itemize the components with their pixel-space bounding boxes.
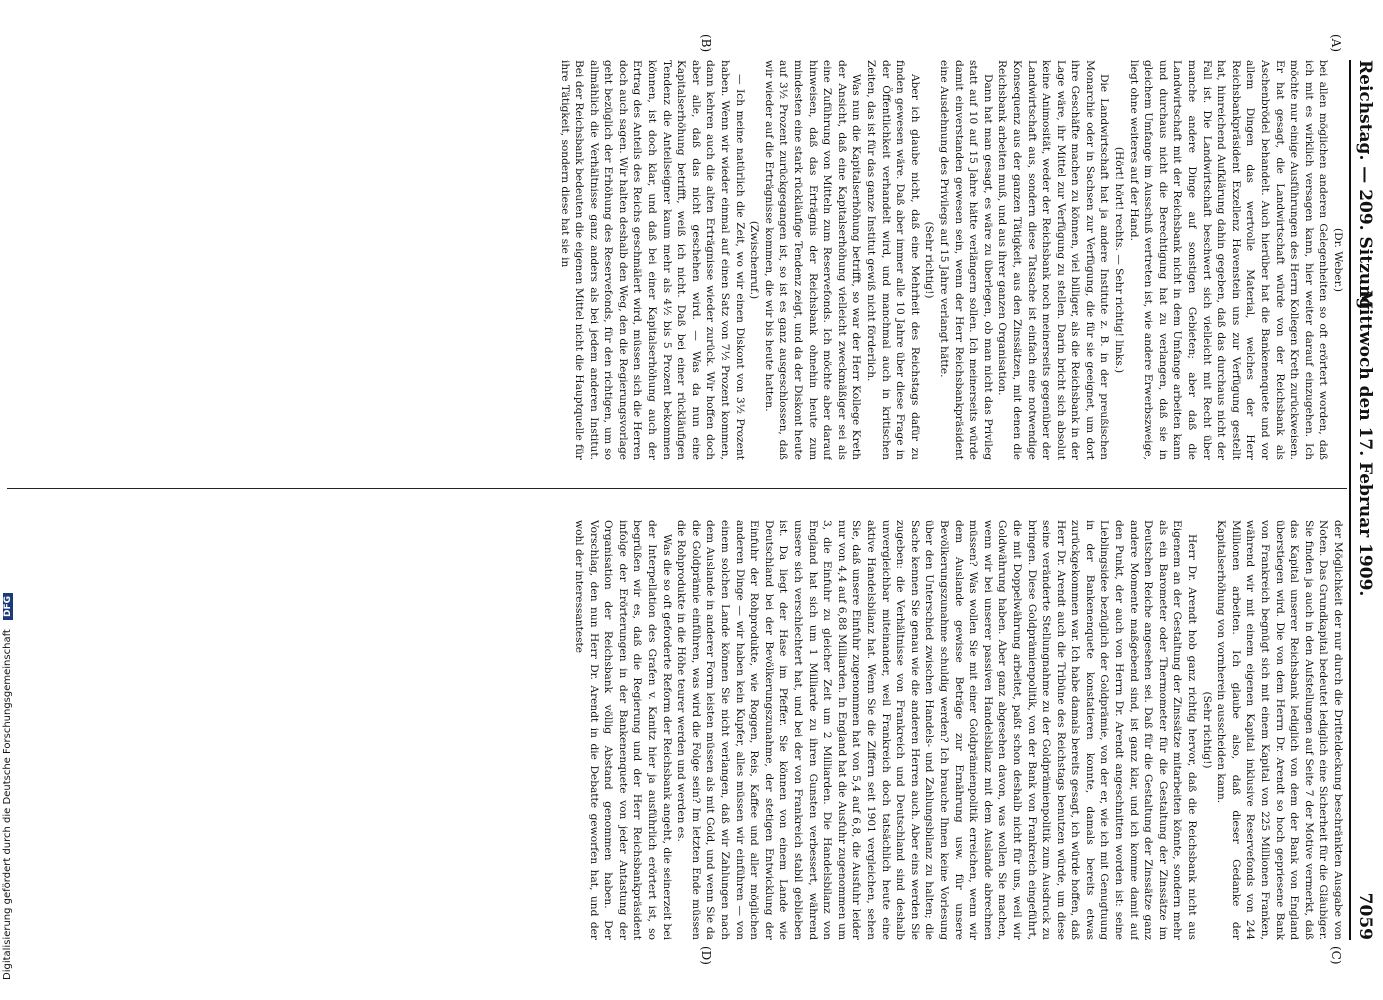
header-center: Mittwoch den 17. Februar 1909. (1355, 290, 1375, 597)
paragraph: Was nun die Kapitalserhöhung betrifft, so war der Herr Kollege Kreth der Ansicht, daß eine Kapitalserhöhung vielleicht zweckmäßiger sei als eine Zuführung von Mitteln zum Reservefonds. Ich möchte aber darauf hinweisen, daß das Erträgnis der Reichsbank ohnehin heute zum mindesten eine stark rückläufige Tendenz zeigt, und da der Diskont heute auf 3½ Prozent zurückgegangen ist, so ist es ganz ausgeschlossen, daß wir wieder auf die Erträgnisse kommen, die wir bis heute hatten. (762, 60, 863, 460)
interjection: (Sehr richtig!) (1200, 691, 1213, 769)
paragraph: Die Landwirtschaft hat ja andere Institute z. B. in der preußischen Monarchie oder in Sachsen zur Verfügung, die für sie geeignet, um dort ihre Geschäfte machen zu können, viel billiger, als die Reichsbank in der Lage wäre, ihr Mittel zur Verfügung zu stellen. Darin bricht sich absolut keine Animosität, weder der Reichsbank noch meinerseits gegenüber der Landwirtschaft aus, sondern diese Tatsache ist einfach eine notwendige Konsequenz aus der ganzen Tätigkeit, aus den Zinssätzen, mit denen die Reichsbank arbeiten muß, und aus ihrer ganzen Organisation. (996, 60, 1111, 460)
speaker-tag: (Dr. Weber.) (1332, 227, 1344, 292)
paragraph: Dann hat man gesagt, es wäre zu überlegen, ob man nicht das Privileg statt auf 10 auf 15 Jahre hätte verlängern sollen. Ich meinerseits würde damit einverstanden gewesen sein, wenn der Herr Reichsbankpräsident eine Ausdehnung des Privilegs auf 15 Jahre verlangt hätte. (937, 60, 994, 460)
interjection: (Zwischenruf.) (748, 220, 761, 300)
footer-text: Digitalisierung gefördert durch die Deutsche Forschungsgemeinschaft (2, 629, 13, 980)
paragraph: Herr Dr. Arendt hob ganz richtig hervor, daß die Reichsbank nicht aus Eigenem an der Gestaltung der Zinssätze mitarbeiten könnte, sondern mehr als ein Barometer oder Thermometer für die Gestaltung der Zinssätze im Deutschen Reiche angesehen sei. Daß für die Gestaltung der Zinssätze ganz andere Momente maßgebend sind, ist ganz klar, und ich komme damit auf den Punkt, der auch von Herrn Dr. Arendt angeschnitten worden ist: seine Lieblingsidee bezüglich der Goldprämie, von der er, wie ich mit Genugtuung in der Bankenenquete konstatieren konnte, damals bereits etwas zurückgekommen war. Ich habe damals bereits gesagt, ich würde hoffen, daß Herr Dr. Arendt auch die Tribüne des Reichstags benutzen würde, um diese seine veränderte Stellungnahme zu der Goldprämienpolitik zum Ausdruck zu bringen. Diese Goldprämienpolitik, von der Bank von Frankreich eingeführt, die mit Doppelwährung arbeitet, paßt schon deshalb nicht für uns, weil wir Goldwährung haben. Aber ganz abgesehen davon, was wollen Sie machen, wenn wir bei unserer passiven Handelsbilanz mit dem Auslande abrechnen müssen? Was wollen Sie mit einer Goldprämienpolitik erreichen, wenn wir dem Auslande gewisse Beträge zur Ernährung usw. für unsere Bevölkerungszunahme schuldig werden? Ich brauche Ihnen keine Vorlesung über den Unterschied zwischen Handels- und Zahlungsbilanz zu halten; die Sache kennen Sie genau wie die anderen Herren auch. Aber eins werden Sie zugeben: die Verhältnisse von Frankreich und Deutschland sind deshalb unvergleichbar miteinander, weil Frankreich doch tatsächlich heute eine aktive Handelsbilanz hat. Wenn Sie die Ziffern seit 1901 vergleichen, sehen Sie, daß unsere Einfuhr zugenommen hat von 5,4 auf 6,8, die Ausfuhr leider nur von 4,4 auf 6,88 Milliarden. In England hat die Ausfuhr zugenommen um 3, die Einfuhr zu gleicher Zeit um 2 Milliarden. Die Handelsbilanz von England hat sich um 1 Milliarde zu ihren Gunsten verbessert, während unsere sich verschlechtert hat, und bei der von Frankreich stabil geblieben ist. Da liegt der Hase im Pfeffer. Sie können von einem Lande wie Deutschland bei der Bevölkerungszunahme, der stetigen Entwicklung der Einfuhr der Rohprodukte, wie Roggen, Reis, Kaffee und aller möglichen anderen Dinge — wir haben kein Kupfer, alles müssen wir einführen — von einem solchen Lande können Sie nicht verlangen, daß wir Zahlungen nach dem Auslande in anderer Form leisten müssen als mit Gold, und wenn Sie da die Goldprämie einführen, was wird die Folge sein? Im letzten Ende müssen die Rohprodukte in die Höhe teurer werden und werden es. (675, 520, 1199, 940)
paragraph: — Ich meine natürlich die Zeit, wo wir einen Diskont von 3½ Prozent haben. Wenn wir wieder einmal auf einen Satz von 7½ Prozent kommen, dann kehren auch die alten Erträgnisse wieder zurück. Wir hoffen doch aber alle, daß das nicht geschehen wird. — Was da nun eine Kapitalserhöhung betrifft, weiß ich nicht. Daß bei einer rückläufigen Tendenz die Anteilseigner kaum mehr als 4½ bis 5 Prozent bekommen können, ist doch klar, und daß bei einer Kapitalserhöhung auch der Ertrag des Anteils des Reichs geschmälert wird, müssen sich die Herren doch auch sagen. Wir halten deshalb den Weg, den die Regierungsvorlage geht bezüglich der Erhöhung des Reservefonds, für den richtigen, um so allmählich die Verhältnisse ganz anders als bei jedem anderen Institut. Bei der Reichsbank bedeuten die eigenen Mittel nicht die Hauptquelle für ihre Tätigkeit, sondern diese hat sie in (558, 60, 746, 460)
page-number: 7059 (1355, 892, 1375, 940)
dfg-logo: DFG (3, 593, 13, 620)
paragraph: Aber ich glaube nicht, daß eine Mehrheit des Reichstags dafür zu finden gewesen wäre. Daß aber immer alle 10 Jahre über diese Frage in der Öffentlichkeit verhandelt wird, und manchmal auch in kritischen Zeiten, das ist für das ganze Institut gewiß nicht förderlich. (865, 60, 921, 460)
paragraph: Was die so oft geforderte Reform der Reichsbank angeht, die seinerzeit bei der Interpellation des Grafen v. Kanitz hier ja ausführlich erörtert ist, so begrüßen wir es, daß die Regierung und der Herr Reichsbankpräsident infolge der Erörterungen in der Bankenenquete von jeder Antastung der Organisation der Reichsbank völlig Abstand genommen haben. Der Vorschlag, den nun Herr Dr. Arendt in die Debatte geworfen hat, und der wohl der interessanteste (573, 520, 673, 940)
footer-credit (2, 593, 13, 980)
interjection: (Hört! hört! rechts. — Sehr richtig! links.) (1113, 146, 1126, 374)
paragraph: bei allen möglichen anderen Gelegenheiten so oft erörtert worden, daß ich mit es wirklich versagen kann, hier weiter darauf einzugehen. Ich möchte nur einige Ausführungen des Herrn Kollegen Kreth zurückweisen. Er hat gesagt, die Landwirtschaft würde von der Reichsbank als Aschenbrödel behandelt. Auch hierüber hat die Bankenenquete und vor allem Dingen das wertvolle Material, welches der Herr Reichsbankpräsident Exzellenz Havenstein uns zur Verfügung gestellt hat, hinreichend Aufklärung dahin gegeben, daß das durchaus nicht der Fall ist. Die Landwirtschaft beschwert sich vielleicht mit Recht über manche andere Dinge auf sonstigen Gebieten; aber daß die Landwirtschaft mit der Reichsbank nicht in dem Umfange arbeiten kann und durchaus nicht die Berechtigung hat zu verlangen, daß sie in gleichem Umfange im Ausschuß vertreten ist, wie andere Erwerbszweige, liegt ohne weiteres auf der Hand. (1127, 60, 1330, 460)
margin-mark-c: (C) (1329, 946, 1343, 965)
paragraph: der Möglichkeit der nur durch die Dritteldeckung beschränkten Ausgabe von Noten. Das Grundkapital bedeutet lediglich eine Sicherheit für die Gläubiger. Sie finden ja auch in den Aufstellungen auf Seite 7 der Motive vermerkt, daß das Kapital unserer Reichsbank lediglich von dem der Bank von England überstiegen wird. Die von dem Herrn Dr. Arendt so hoch gepriesene Bank von Frankreich begnügt sich mit einem Kapital von 225 Millionen Franken, während wir mit einem eigenen Kapital inklusive Reservefonds von 244 Millionen arbeiten. Ich glaube also, daß dieser Gedanke der Kapitalserhöhung von vornherein ausscheiden kann. (1215, 520, 1344, 940)
header-left: Reichstag. — 209. Sitzung. (1355, 60, 1375, 316)
margin-mark-a: (A) (1329, 34, 1343, 53)
interjection: (Sehr richtig!) (923, 221, 936, 299)
margin-mark-d: (D) (699, 946, 713, 965)
margin-mark-b: (B) (699, 34, 713, 53)
